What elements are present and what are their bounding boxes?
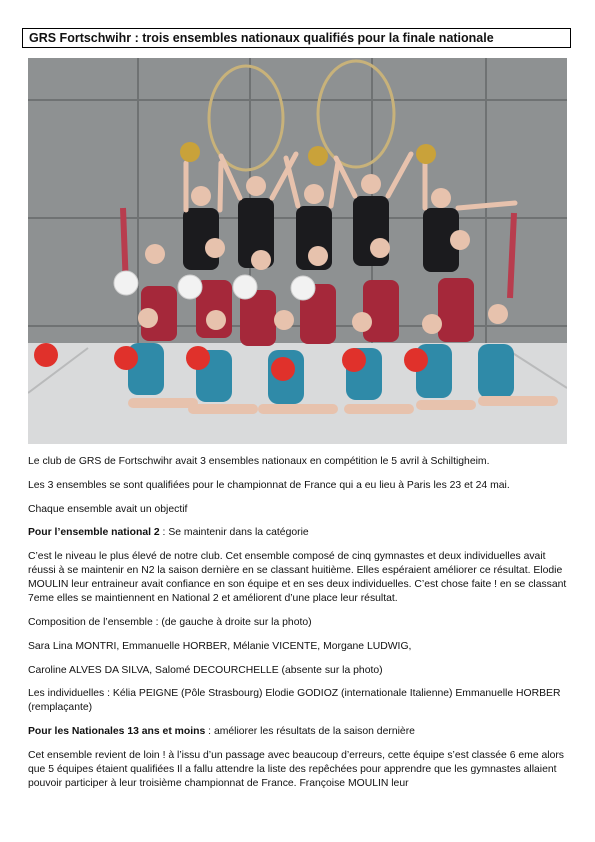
section-heading-13-ans-rest: : améliorer les résultats de la saison dernière bbox=[208, 726, 415, 738]
paragraph-individuals: Les individuelles : Kélia PEIGNE (Pôle Strasbourg) Elodie GODIOZ (internationale Italienne) Emmanuelle HORBER (remplaçante) bbox=[28, 688, 561, 714]
paragraph-intro: Le club de GRS de Fortschwihr avait 3 ensembles nationaux en compétition le 5 avril à Schiltigheim. bbox=[28, 456, 490, 467]
paragraph-objective: Chaque ensemble avait un objectif bbox=[28, 503, 188, 515]
paragraph-names-2: Caroline ALVES DA SILVA, Salomé DECOURCHELLE (absente sur la photo) bbox=[28, 664, 383, 676]
paragraph-names-1: Sara Lina MONTRI, Emmanuelle HORBER, Mélanie VICENTE, Morgane LUDWIG, bbox=[28, 640, 412, 652]
article-body bbox=[28, 455, 568, 801]
paragraph-13-ans: Cet ensemble revient de loin ! à l’issu d’un passage avec beaucoup d’erreurs, cette équipe s’est classée 6 eme alors que 5 équipes étaient qualifiées Il a fallu attendre la liste des repêchées pour apprendre que les gymnastes allaient pouvoir participer à leur troisième championnat de France. Françoise MOULIN leur bbox=[28, 749, 565, 789]
paragraph-composition: Composition de l’ensemble : (de gauche à droite sur la photo) bbox=[28, 616, 312, 628]
section-heading-national-2 bbox=[28, 526, 568, 540]
paragraph-qualification: Les 3 ensembles se sont qualifiées pour le championnat de France qui a eu lieu à Paris les 23 et 24 mai. bbox=[28, 479, 510, 491]
team-photo bbox=[28, 58, 567, 444]
section-heading-13-ans bbox=[28, 725, 568, 739]
section-heading-national-2-rest: : Se maintenir dans la catégorie bbox=[162, 527, 309, 539]
section-heading-13-ans-bold: Pour les Nationales 13 ans et moins bbox=[28, 726, 206, 738]
article-title: GRS Fortschwihr : trois ensembles nationaux qualifiés pour la finale nationale bbox=[22, 28, 571, 48]
paragraph-national-2: C’est le niveau le plus élevé de notre club. Cet ensemble composé de cinq gymnastes et deux individuelles avait réussi à se maintenir en N2 la saison dernière en se classant huitième. Elles espéraient améliorer ce résultat. Elodie MOULIN leur entraineur avait confiance en son équipe et en ses deux individuelles. C’est chose faite ! en se classant 7eme elles se maintiennent en National 2 et améliorent d’une place leur résultat. bbox=[28, 551, 567, 605]
section-heading-national-2-bold: Pour l’ensemble national 2 bbox=[28, 527, 160, 539]
